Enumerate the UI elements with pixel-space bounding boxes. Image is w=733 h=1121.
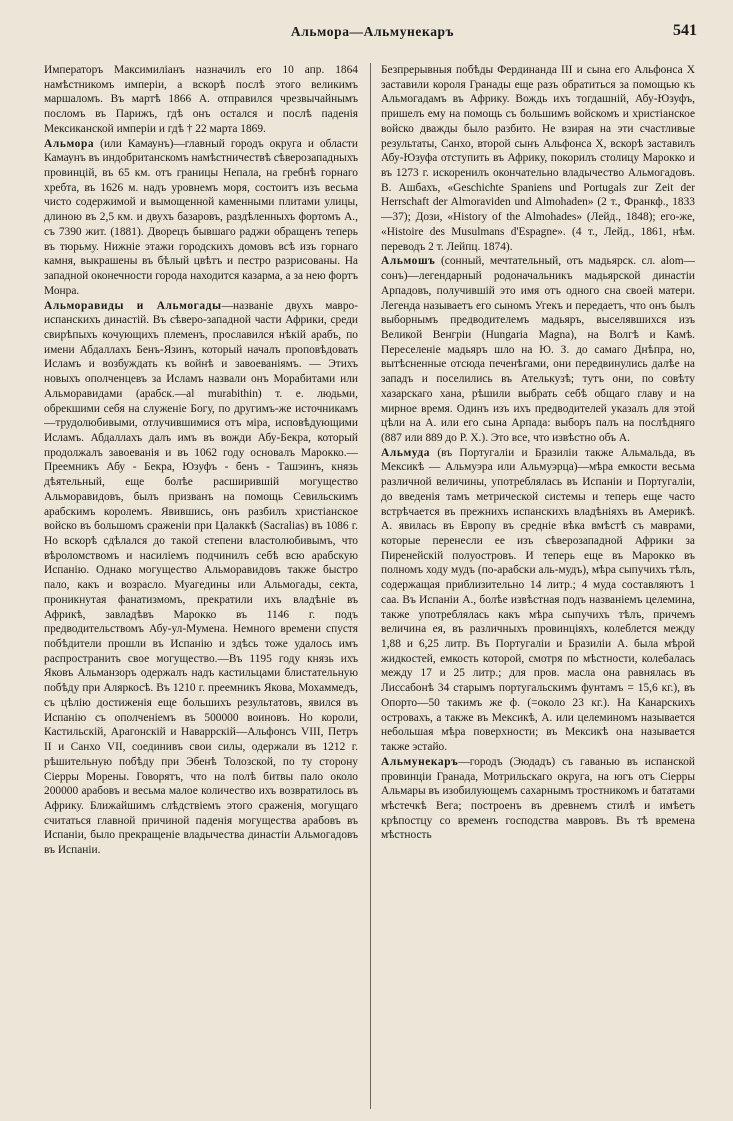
entry-text: —названіе двухъ мавро-испанскихъ династій. Въ сѣверо-западной части Африки, среди свирѣпыхъ кочующихъ племенъ, прославился нѣкій арабъ, по имени Абдаллахъ Бенъ-Язинъ, который началъ проповѣдовать Исламъ и возбуждать къ войнѣ и завоеваніямъ. — Этихъ новыхъ ополченцевъ за Исламъ назвали онъ Морабитами или Альморавидами (арабск.—al murabithin) т. е. людьми, обрекшими себя на служеніе Богу, по другимъ-же источникамъ—трудолюбивыми, отлучившимися отъ міра, исповѣдующими Исламъ. Абдаллахъ далъ имъ въ вожди Абу-Бекра, который продолжалъ завоеванія и въ 1062 году основалъ Марокко.—Преемникъ Абу - Бекра, Юзуфъ - бенъ - Ташэинъ, князь дѣятельный, еще болѣе расширившій могущество Альморавидовъ, былъ призванъ на помощь Севильскимъ арабскимъ королемъ. Явившись, онъ разбилъ христіанское войско въ большомъ сраженіи при Цалаккѣ (Sacralias) въ 1086 г. Но вскорѣ сдѣлался до такой степени властолюбивымъ, что вѣроломствомъ и насиліемъ подчинилъ себѣ всю арабскую Испанію. Однако могущество Альморавидовъ также быстро пало, какъ и возрасло. Муагедины или Альмогады, секта, проникнутая фанатизмомъ, прекратили ихъ владѣніе въ Африкѣ, завладѣвъ Марокко въ 1146 г. подъ предводительствомъ Абу-ул-Мумена. Немного времени спустя побѣдители прошли въ Испанію и здѣсь тоже удалось имъ распространить свое могущество.—Въ 1195 году князь ихъ Яковъ Альманзоръ одержалъ надъ кастильцами блистательную побѣду при Аляркосѣ. Въ 1210 г. преемникъ Якова, Мохаммедъ, съ цѣлію достиженія еще большихъ результатовъ, явился въ Испанію съ ополченіемъ въ 500000 воиновъ. Но короли, Кастильскій, Арагонскій и Наваррскій—Альфонсъ VIII, Петръ II и Санхо VII, соединивъ свои силы, одержали въ 1212 г. рѣшительную побѣду при Эбенѣ Толозской, по ту сторону Сіерры Морены. Говорятъ, что на полѣ битвы пало около 200000 арабовъ и весьма малое количество ихъ возвратилось въ Африку. Ближайшимъ слѣдствіемъ этого сраженія, могущаго считаться главной причиной паденія могущества арабовъ въ Испаніи, было прекращеніе владычества династіи Альмогадовъ въ Испаніи. xyxy=(44,299,358,857)
entry-almuda xyxy=(381,446,695,755)
entry-headword: Альмошъ xyxy=(381,255,436,268)
entry-headword: Альмуда xyxy=(381,446,431,459)
continuation-paragraph: Императоръ Максимиліанъ назначилъ его 10 апр. 1864 намѣстникомъ имперіи, а вскорѣ послѣ этого великимъ маршаломъ. Въ мартѣ 1866 А. отправился чрезвычайнымъ посломъ въ Парижъ, гдѣ онъ остался и послѣ паденія Мексиканской имперіи и гдѣ † 22 марта 1869. xyxy=(44,64,358,135)
page-header xyxy=(48,22,697,46)
entry-almora xyxy=(44,137,358,299)
right-column xyxy=(381,63,695,1113)
entry-almoravids xyxy=(44,299,358,858)
entry-text: —городъ (Эюдадъ) съ гаванью въ испанской провинціи Гранада, Мотрильскаго округа, на югъ отъ Сіерры Альмары въ изобилующемъ сахарнымъ тростникомъ и бататами мѣстечкѣ Вега; построенъ въ древнемъ стилѣ и имѣетъ крѣпостцу со временъ господства мавровъ. Въ тѣ времена мѣстность xyxy=(381,755,695,842)
entry-headword: Альморавиды и Альмогады xyxy=(44,299,222,312)
entry-headword: Альмора xyxy=(44,137,95,150)
entry-text: (или Камаунъ)—главный городъ округа и области Камаунъ въ индобританскомъ намѣстничествѣ сѣверозападныхъ провинцій, въ 65 км. отъ границы Непала, на гребнѣ горнаго хребта, въ 1626 м. надъ уровнемъ моря, состоитъ изъ весьма чисто содержимой и вымощенной каменными плитами улицы, длиною въ 2,5 км. и двухъ базаровъ, раздѣленныхъ фортомъ А., съ 7390 жит. (1881). Дворецъ бывшаго раджи обращенъ теперь въ тюрьму. Нижніе этажи городскихъ домовъ всѣ изъ горнаго камня, выкрашены въ бѣлый цвѣтъ и пестро разрисованы. На западной оконечности города находится казарма, а за нею фортъ Монра. xyxy=(44,137,358,297)
entry-headword: Альмунекаръ xyxy=(381,755,459,768)
entry-text: (въ Португаліи и Бразиліи также Альмальда, въ Мексикѣ — Альмуэра или Альмуэрца)—мѣра емкости весьма различной величины, употреблялась въ Испаніи и Португаліи, до введенія тамъ метрической системы и теперь еще часто встрѣчается въ прежнихъ испанскихъ владѣніяхъ въ Америкѣ. А. явилась въ Европу въ средніе вѣка вмѣстѣ съ маврами, которые перенесли ее изъ сѣверозападной Африки за Пиренейскій полуостровъ. И теперь еще въ Марокко въ полномъ ходу мудъ (по-арабски аль-мудъ), мѣра сыпучихъ тѣлъ, содержащая приблизительно 14 литр.; 4 муда составляютъ 1 саа. Въ Испаніи А., болѣе извѣстная подъ названіемъ целемина, также употреблялась какъ мѣра сыпучихъ тѣлъ, причемъ величина ея, въ различныхъ провинціяхъ, колеблется между 1,88 и 6,25 литр. Въ Португаліи и Бразиліи А. была мѣрой жидкостей, емкость которой, смотря по мѣстности, колебалась между 17 и 25 литр.; для пров. масла она равнялась въ Лиссабонѣ 34 старымъ португальскимъ фунтамъ = 15,6 кг.), въ Опорто—50 такимъ же ф. (=около 23 кг.). На Канарскихъ островахъ, а также въ Мексикѣ, А. или целеминомъ называется небольшая мѣра поверхности; въ Мексикѣ она называется также эстайо. xyxy=(381,446,695,754)
page-number: 541 xyxy=(673,22,697,39)
left-column xyxy=(44,63,358,1113)
column-divider xyxy=(370,63,371,1109)
running-head: Альмора—Альмунекаръ xyxy=(290,24,455,39)
entry-almunecar xyxy=(381,755,695,843)
entry-almosh xyxy=(381,254,695,445)
continuation-paragraph: Безпрерывныя побѣды Фердинанда III и сына его Альфонса X заставили короля Гранады еще разъ обратиться за помощью къ Альмогадамъ въ Африку. Вождь ихъ тогдашній, Абу-Юзуфъ, пришелъ ему на помощь съ большимъ войскомъ и христіанское войско дважды было разбито. Не взирая на эти счастливые результаты, Санхо, второй сынъ Альфонса X, вскорѣ заставилъ Абу-Юзуфа отступить въ Африку, покорилъ столицу Марокко и въ 1273 г. искоренилъ окончательно владычество Альмогадовъ. В. Ашбахъ, «Geschichte Spaniens und Portugals zur Zeit der Herrschaft der Almoraviden und Almohaden» (2 т., Франкф., 1833—37); Дози, «History of the Almohades» (Лейд., 1848); его-же, «Histoire des Musulmans d'Espagne». (4 т., Лейд., 1861, нѣм. переводъ 2 т. Лейпц. 1874). xyxy=(381,64,695,253)
entry-text: (сонный, мечтательный, отъ мадьярск. сл. alom—сонъ)—легендарный родоначальникъ мадьярской династіи Арпадовъ, получившій это имя отъ одного сна своей матери. Легенда называетъ его сыномъ Угекъ и передаетъ, что онъ былъ выборнымъ предводителемъ мадьяръ, выселявшихся изъ Великой Венгріи (Hungaria Magna), на Волгѣ и Камѣ. Переселеніе мадьяръ шло на Ю. З. до самаго Днѣпра, но, вытѣсненные отсюда печенѣгами, они передвинулись далѣе на западъ и поселились въ Ателькузѣ; тутъ они, по совѣту хазарскаго хана, рѣшили выбрать себѣ общаго главу и на мирное время. Одинъ изъ ихъ предводителей указалъ для этой цѣли на А. или его сына Арпада: выборъ палъ на послѣдняго (887 или 889 до Р. Х.). Это все, что извѣстно объ А. xyxy=(381,255,695,444)
